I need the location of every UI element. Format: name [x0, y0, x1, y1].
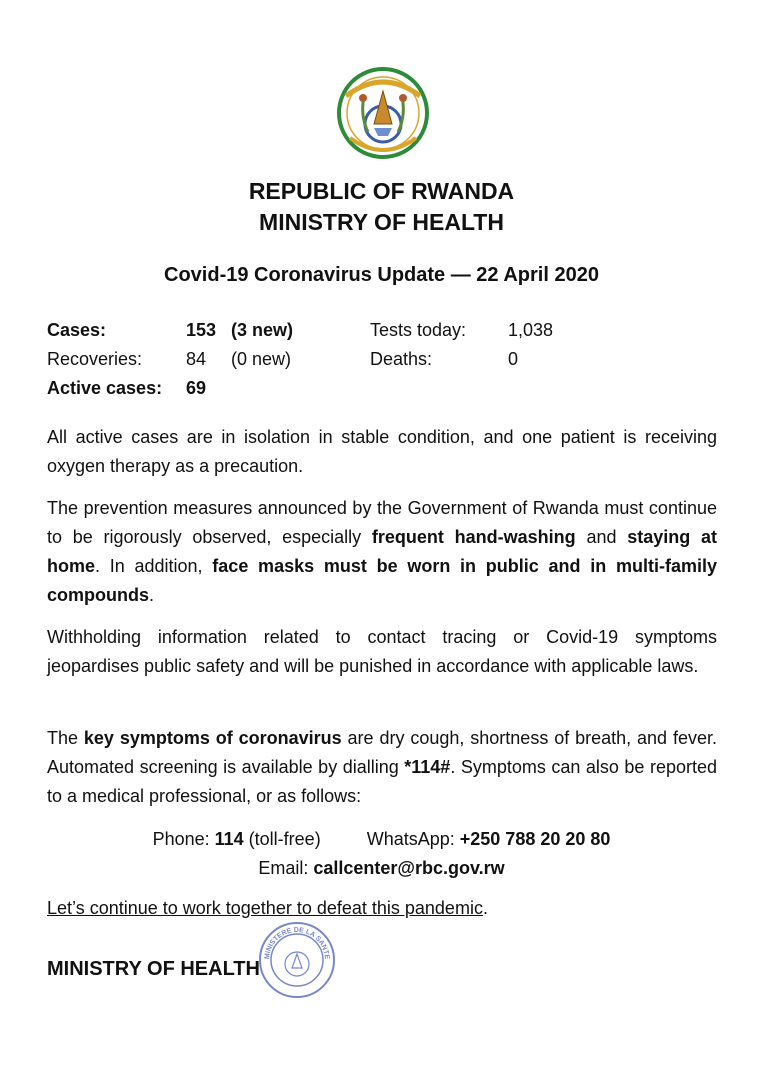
phone-label: Phone:	[152, 829, 215, 849]
text-run: .	[149, 585, 155, 605]
active-value: 69	[186, 378, 207, 398]
signature-ministry: MINISTRY OF HEALTH	[47, 958, 260, 980]
email-label: Email:	[258, 858, 314, 878]
document-header	[0, 176, 763, 238]
phone-number[interactable]: 114	[214, 829, 244, 849]
emphasis-staying-home: staying at home	[47, 527, 718, 576]
screening-code: *114#	[404, 757, 451, 777]
text-run: and	[575, 527, 628, 547]
recoveries-value: 84	[186, 349, 207, 369]
stamp-text: MINISTERE DE LA SANTE	[263, 926, 331, 960]
cases-value: 153	[186, 320, 217, 340]
whatsapp-label: WhatsApp:	[366, 829, 460, 849]
ministry-stamp-icon	[257, 920, 337, 1000]
recoveries-new: (0 new)	[231, 349, 292, 369]
prevention-paragraph	[47, 494, 717, 610]
text-run: are dry cough, shortness of breath, and fever. Automated screening is available by dialling	[47, 728, 717, 777]
isolation-paragraph: All active cases are in isolation in stable condition, and one patient is receiving oxygen therapy as a precaution.	[47, 427, 717, 476]
closing-text: Let’s continue to work together to defeat this pandemic	[47, 898, 483, 918]
deaths-label: Deaths:	[370, 349, 433, 369]
text-run: The prevention measures announced by the Government of Rwanda must continue to be rigorously observed, especially	[47, 498, 717, 547]
emphasis-hand-washing: frequent hand-washing	[371, 527, 576, 547]
text-run: . Symptoms can also be reported to a medical professional, or as follows:	[47, 757, 717, 806]
closing-statement	[47, 898, 488, 919]
deaths-value: 0	[508, 349, 519, 369]
update-title: Covid-19 Coronavirus Update — 22 April 2020	[164, 264, 599, 286]
withholding-paragraph: Withholding information related to contact tracing or Covid-19 symptoms jeopardises public safety and will be punished in accordance with applicable laws.	[47, 627, 717, 676]
active-label: Active cases:	[47, 378, 163, 398]
symptoms-paragraph	[47, 724, 717, 811]
country-title: REPUBLIC OF RWANDA	[248, 178, 515, 204]
text-run: The	[47, 728, 84, 748]
whatsapp-number[interactable]: +250 788 20 20 80	[459, 829, 611, 849]
contact-line-phone-whatsapp	[0, 825, 763, 854]
ministry-title: MINISTRY OF HEALTH	[259, 209, 504, 235]
closing-period: .	[482, 898, 488, 918]
emphasis-face-masks: face masks must be worn in public and in multi-family compounds	[47, 556, 717, 605]
contact-line-email	[0, 854, 763, 883]
cases-label: Cases:	[47, 320, 107, 340]
emphasis-key-symptoms: key symptoms of coronavirus	[83, 728, 342, 748]
tests-value: 1,038	[508, 320, 554, 340]
recoveries-label: Recoveries:	[47, 349, 143, 369]
cases-new: (3 new)	[231, 320, 294, 340]
email-address[interactable]: callcenter@rbc.gov.rw	[313, 858, 505, 878]
text-run: . In addition,	[95, 556, 213, 576]
tests-label: Tests today:	[370, 320, 467, 340]
phone-note: (toll-free)	[243, 829, 321, 849]
rwanda-coat-of-arms-emblem	[336, 66, 430, 160]
